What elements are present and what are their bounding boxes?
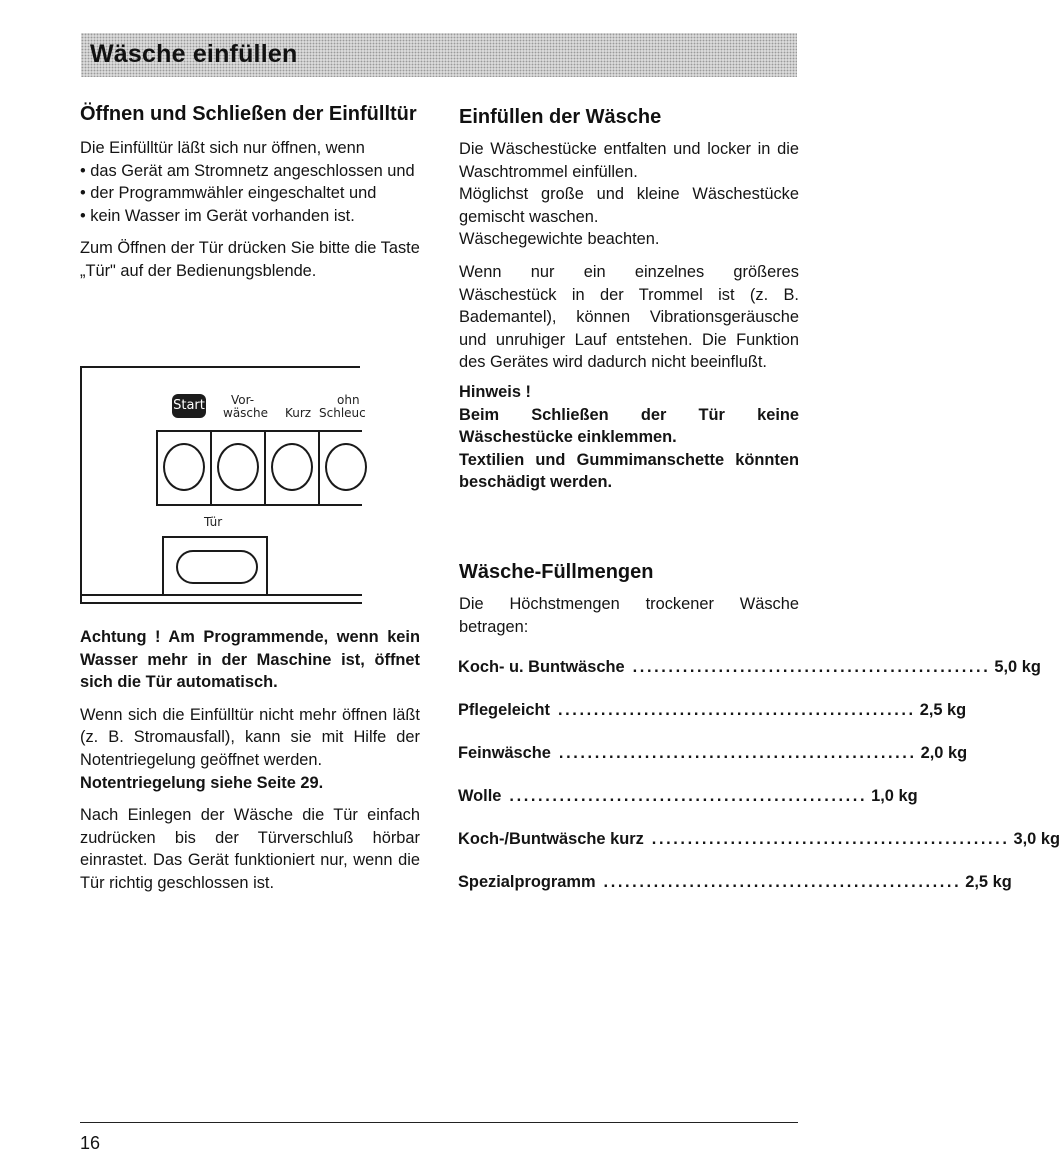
capacity-row (458, 787, 918, 811)
panel-frame (80, 602, 362, 604)
spin-label-line1: ohn (337, 393, 360, 407)
start-button: Start (172, 394, 206, 418)
knob-cell (212, 432, 266, 504)
emergency-release-reference: Notentriegelung siehe Seite 29. (80, 773, 324, 792)
capacity-value: 1,0 kg (871, 787, 918, 805)
heading-open-close-door: Öffnen und Schließen der Einfülltür (80, 103, 417, 125)
capacity-label: Spezialprogramm (458, 873, 596, 891)
load-paragraph: Möglichst große und kleine Wäschestücke gemischt waschen. (459, 185, 799, 226)
left-column (80, 102, 420, 283)
capacity-label: Koch- u. Buntwäsche (458, 658, 625, 676)
bullet-item: • das Gerät am Stromnetz angeschlossen und (80, 161, 415, 180)
leader-dots: .................................................. (509, 787, 868, 805)
intro-text: Die Einfülltür läßt sich nur öffnen, wenn (80, 139, 365, 157)
leader-dots: .................................................. (558, 701, 916, 719)
knob-cell (158, 432, 212, 504)
right-column (459, 105, 799, 494)
door-label: Tür (204, 515, 223, 529)
leader-dots: .................................................. (632, 658, 991, 676)
capacity-label: Koch-/Buntwäsche kurz (458, 830, 644, 848)
capacity-row (458, 744, 968, 768)
leader-dots: .................................................. (558, 744, 917, 762)
capacity-value: 5,0 kg (994, 658, 1041, 676)
capacity-row (458, 830, 1060, 854)
knob-icon (325, 443, 367, 491)
knob-icon (163, 443, 205, 491)
open-instruction: Zum Öffnen der Tür drücken Sie bitte die Taste „Tür" auf der Bedienungsblende. (80, 239, 420, 280)
footer-rule (80, 1122, 798, 1123)
bullet-item: • kein Wasser im Gerät vorhanden ist. (80, 206, 355, 225)
knob-icon (217, 443, 259, 491)
prewash-label-line1: Vor- (231, 393, 255, 407)
door-button-icon (176, 550, 258, 584)
door-button-frame (162, 536, 268, 596)
note-title: Hinweis ! (459, 382, 531, 401)
left-column-lower (80, 626, 420, 895)
knob-cell (320, 432, 362, 504)
capacity-row (458, 873, 1012, 897)
knob-icon (271, 443, 313, 491)
closing-text: Nach Einlegen der Wäsche die Tür einfach zudrücken bis der Türverschluß hörbar einrastet. Das Gerät funktioniert nur, wenn die Tür richtig geschlossen ist. (80, 806, 420, 892)
vibration-paragraph: Wenn nur ein einzelnes größeres Wäschestück in der Trommel ist (z. B. Bademantel), können Vibrationsgeräusche und unruhiger Lauf entstehen. Die Funktion des Gerätes wird dadurch nicht beeinflußt. (459, 262, 799, 372)
panel-frame (80, 366, 360, 368)
bullet-item: • der Programmwähler eingeschaltet und (80, 184, 377, 203)
short-label: Kurz (285, 406, 312, 420)
capacity-value: 2,5 kg (919, 701, 967, 719)
page-title: Wäsche einfüllen (90, 40, 298, 68)
capacity-row (458, 658, 1041, 682)
knob-cell (266, 432, 320, 504)
capacity-value: 2,5 kg (965, 873, 1012, 891)
panel-frame (80, 366, 82, 602)
knob-row (156, 430, 362, 506)
load-paragraph: Wäschegewichte beachten. (459, 230, 660, 249)
capacity-value: 3,0 kg (1013, 830, 1060, 848)
control-panel-figure (80, 366, 366, 604)
capacity-value: 2,0 kg (920, 744, 968, 762)
load-paragraph: Die Wäschestücke entfalten und locker in die Waschtrommel einfüllen. (459, 140, 799, 181)
page-number: 16 (80, 1133, 101, 1153)
capacity-row (458, 701, 967, 725)
leader-dots: .................................................. (603, 873, 962, 891)
capacity-label: Wolle (458, 787, 502, 805)
note-line: Textilien und Gummimanschette könnten beschädigt werden. (459, 450, 799, 492)
capacity-label: Feinwäsche (458, 744, 551, 762)
right-column-capacity (459, 560, 799, 638)
spin-label-line2: Schleuc (319, 406, 366, 420)
heading-load-laundry: Einfüllen der Wäsche (459, 106, 662, 128)
automatic-open-warning: Achtung ! Am Programmende, wenn kein Wasser mehr in der Maschine ist, öffnet sich die Tür automatisch. (80, 628, 420, 692)
leader-dots: .................................................. (651, 830, 1010, 848)
prewash-label-line2: wäsche (223, 406, 269, 420)
note-line: Beim Schließen der Tür keine Wäschestücke einklemmen. (459, 405, 799, 447)
heading-load-capacities: Wäsche-Füllmengen (459, 561, 654, 583)
emergency-release-text: Wenn sich die Einfülltür nicht mehr öffnen läßt (z. B. Stromausfall), kann sie mit Hilfe der Notentriegelung geöffnet werden. (80, 705, 420, 769)
capacity-intro: Die Höchstmengen trockener Wäsche betragen: (459, 595, 799, 636)
capacity-label: Pflegeleicht (458, 701, 550, 719)
